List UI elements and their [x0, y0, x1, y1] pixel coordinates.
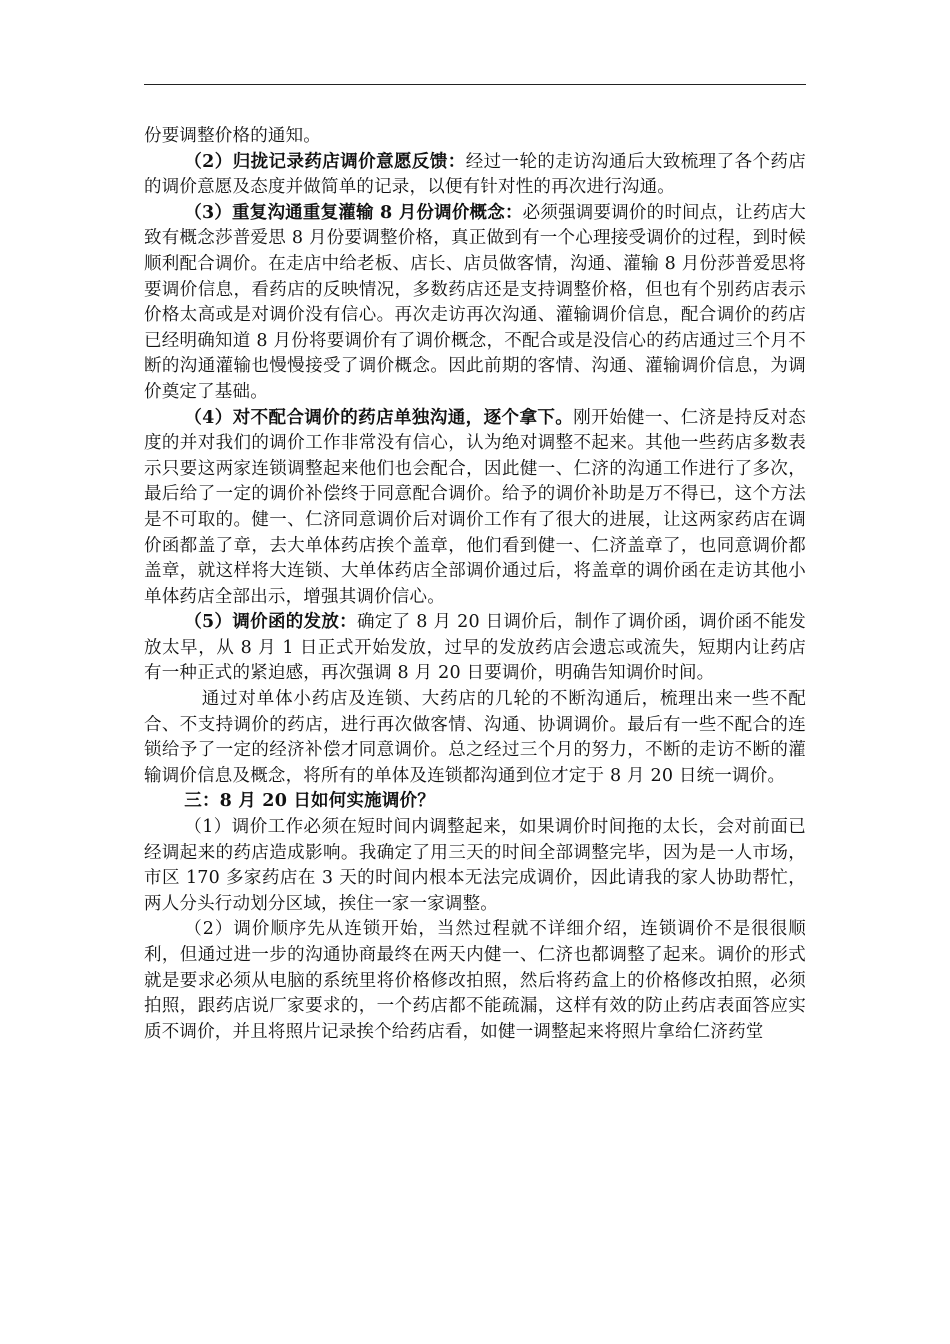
paragraph-feedback	[144, 150, 806, 201]
paragraph-text: 必须强调要调价的时间点，让药店大致有概念莎普爱思 8 月份要调整价格，真正做到有一个心理接受调价的过程，到时候顺利配合调价。在走店中给老板、店长、店员做客情，沟通、灌输 8 月份莎普爱思将要调价信息，看药店的反映情况，多数药店还是支持调整价格，但也有个别药店表示价格太高或是对调价没有信心。再次走访再次沟通、灌输调价信息，配合调价的药店已经明确知道 8 月份将要调价有了调价概念，不配合或是没信心的药店通过三个月不断的沟通灌输也慢慢接受了调价概念。因此前期的客情、沟通、灌输调价信息，为调价奠定了基础。	[144, 202, 806, 402]
paragraph-text: 确定了 8 月 20 日调价后，制作了调价函，调价函不能发放太早，从 8 月 1 日正式开始发放，过早的发放药店会遗忘或流失，短期内让药店有一种正式的紧迫感，再次强调 8 月 20 日要调价，明确告知调价时间。	[144, 612, 806, 684]
paragraph-text: （2）调价顺序先从连锁开始，当然过程就不详细介绍，连锁调价不是很很顺利，但通过进一步的沟通协商最终在两天内健一、仁济也都调整了起来。调价的形式就是要求必须从电脑的系统里将价格修改拍照，然后将药盒上的价格修改拍照，必须拍照，跟药店说厂家要求的，一个药店都不能疏漏，这样有效的防止药店表面答应实质不调价，并且将照片记录挨个给药店看，如健一调整起来将照片拿给仁济药堂	[144, 919, 806, 1042]
paragraph-continuation	[144, 124, 806, 150]
paragraph-heading: （4）对不配合调价的药店单独沟通，逐个拿下。	[184, 407, 574, 428]
paragraph-summary	[144, 687, 806, 789]
paragraph-text: （1）调价工作必须在短时间内调整起来，如果调价时间拖的太长，会对前面已经调起来的药店造成影响。我确定了用三天的时间全部调整完毕，因为是一人市场，市区 170 多家药店在 3 天的时间内根本无法完成调价，因此请我的家人协助帮忙，两人分头行动划分区域，挨住一家一家调整。	[144, 817, 806, 914]
paragraph-text: 刚开始健一、仁济是持反对态度的并对我们的调价工作非常没有信心，认为绝对调整不起来。其他一些药店多数表示只要这两家连锁调整起来他们也会配合，因此健一、仁济的沟通工作进行了多次，最后给了一定的调价补偿终于同意配合调价。给予的调价补助是万不得已，这个方法是不可取的。健一、仁济同意调价后对调价工作有了很大的进展，让这两家药店在调价函都盖了章，去大单体药店挨个盖章，他们看到健一、仁济盖章了，也同意调价都盖章，就这样将大连锁、大单体药店全部调价通过后，将盖章的调价函在走访其他小单体药店全部出示，增强其调价信心。	[144, 407, 806, 607]
paragraph-text: 份要调整价格的通知。	[144, 126, 321, 146]
paragraph-adjustment-order	[144, 917, 806, 1045]
paragraph-heading: （2）归拢记录药店调价意愿反馈：	[184, 151, 466, 172]
paragraph-heading: （5）调价函的发放：	[184, 612, 357, 633]
paragraph-text: 经过一轮的走访沟通后大致梳理了各个药店的调价意愿及态度并做简单的记录，以便有针对性的再次进行沟通。	[144, 151, 806, 198]
document-body	[144, 124, 806, 1045]
paragraph-repeat-communication	[144, 201, 806, 406]
paragraph-heading: （3）重复沟通重复灌输 8 月份调价概念：	[184, 202, 523, 223]
section-heading-implementation	[144, 789, 806, 815]
paragraph-text: 通过对单体小药店及连锁、大药店的几轮的不断沟通后，梳理出来一些不配合、不支持调价的药店，进行再次做客情、沟通、协调调价。最后有一些不配合的连锁给予了一定的经济补偿才同意调价。总之经过三个月的努力，不断的走访不断的灌输调价信息及概念，将所有的单体及连锁都沟通到位才定于 8 月 20 日统一调价。	[144, 689, 806, 786]
header-rule	[144, 84, 806, 85]
paragraph-letter-distribution	[144, 610, 806, 687]
section-heading: 三：8 月 20 日如何实施调价？	[184, 791, 435, 812]
paragraph-short-timeframe	[144, 815, 806, 917]
paragraph-uncooperative-stores	[144, 406, 806, 611]
